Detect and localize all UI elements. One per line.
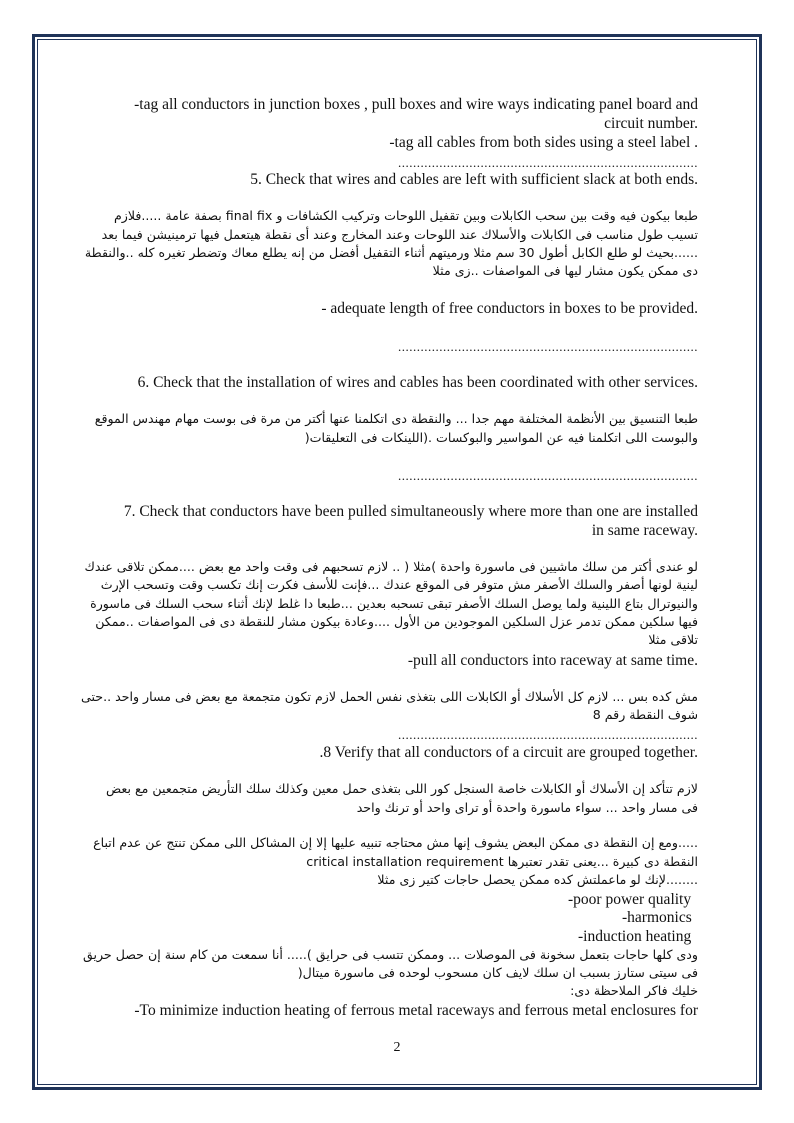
section-heading-5: 5. Check that wires and cables are left with sufficient slack at both ends. (250, 171, 698, 188)
arabic-text-line: النقطة دى كبيرة ...يعنى تقدر تعتبرها critical installation requirement (306, 854, 698, 869)
text-line: -tag all conductors in junction boxes , pull boxes and wire ways indicating panel board and (134, 96, 698, 113)
dotted-separator: ................................................................................ (398, 339, 698, 354)
list-item-harmonics: -harmonics (622, 909, 692, 926)
arabic-text-line: فى مسار واحد ... سواء ماسورة واحدة أو تراى واحد أو ترنك واحد (356, 800, 698, 815)
arabic-text-line: لو عندى أكتر من سلك ماشيين فى ماسورة واحدة )مثلا ( .. لازم تسحبهم فى وقت واحد مع بعض ....ممكن تلاقى عندك (84, 559, 698, 574)
arabic-text-line: فيها سلكين ممكن تدمر عزل السلكين الموجودين من الأول ....وعادة بيكون مشار للنقطة دى فى المواصفات ..ممكن (95, 614, 698, 629)
dotted-separator: ................................................................................ (398, 727, 698, 742)
arabic-text-line: والبوست اللى اتكلمنا فيه عن المواسير والبوكسات .(اللينكات فى التعليقات( (304, 430, 698, 445)
arabic-text-line: مش كده بس ... لازم كل الأسلاك أو الكابلات اللى بتغذى نفس الحمل لازم تكون متجمعة مع بعض فى مسار واحد ..حتى (80, 689, 698, 704)
arabic-text-line: خليك فاكر الملاحظة دى: (570, 983, 698, 998)
arabic-text-line: .....ومع إن النقطة دى ممكن البعض يشوف إنها مش محتاجه تنبيه عليها إلا إن المشاكل اللى ممكن تنتج عن عدم اتباع (93, 835, 698, 850)
arabic-text-line: ......بحيث لو طلع الكابل أطول 30 سم مثلا ورميتهم أثناء التقفيل أفضل من إنه يطلع معاك وتضطر تغيره كله ..والنقطة (84, 245, 698, 260)
arabic-text-line: تسيب طول مناسب فى الكابلات والأسلاك عند اللوحات وعند المخارج وعند أى نقطة هيتعمل فيها ترمينيشن فيما بعد (101, 227, 698, 242)
arabic-text-line: طبعا بيكون فيه وقت بين سحب الكابلات وبين تقفيل اللوحات وتركيب الكشافات و final fix بصفة عامة .....فلازم (113, 208, 698, 223)
arabic-text-line: طبعا التنسيق بين الأنظمة المختلفة مهم جدا ... والنقطة دى اتكلمنا عنها أكتر من مرة فى بوست مهام مهندس الموقع (94, 411, 698, 426)
arabic-text-line: ودى كلها حاجات بتعمل سخونة فى الموصلات ... وممكن تتسب فى حرايق )..... أنا سمعت من كام سنة إن حصل حريق (82, 947, 698, 962)
list-item-induction-heating: -induction heating (578, 928, 692, 945)
arabic-text-line: والنيوترال بتاع اللينية ولما يوصل السلك الأصفر تبقى تسحبه بعدين ...طبعا دا غلط لإنك أثناء سحب السلك فى ماسورة (90, 596, 698, 611)
section-heading-7: 7. Check that conductors have been pulled simultaneously where more than one are installed (123, 503, 698, 520)
arabic-text-line: لازم تتأكد إن الأسلاك أو الكابلات خاصة السنجل كور اللى بتغذى حمل معين وكذلك سلك التأريض متجمعين مع بعض (105, 781, 698, 796)
text-line: - adequate length of free conductors in boxes to be provided. (321, 300, 698, 317)
dotted-separator: ................................................................................ (398, 155, 698, 170)
text-line: -pull all conductors into raceway at same time. (407, 652, 698, 669)
section-heading-6: 6. Check that the installation of wires and cables has been coordinated with other services. (137, 374, 698, 391)
arabic-text-line: دى ممكن يكون مشار ليها فى المواصفات ..زى مثلا (432, 263, 698, 278)
text-line: -tag all cables from both sides using a steel label . (389, 134, 698, 151)
page-number: 2 (393, 1040, 401, 1055)
arabic-text-line: شوف النقطة رقم 8 (592, 707, 698, 722)
arabic-text-line: ........لإنك لو ماعملتش كده ممكن يحصل حاجات كتير زى مثلا (377, 872, 698, 887)
section-heading-7-cont: in same raceway. (591, 522, 698, 539)
dotted-separator: ................................................................................ (398, 468, 698, 483)
arabic-text-line: تلاقى مثلا (648, 632, 698, 647)
arabic-text-line: لينية لونها أصفر والسلك الأصفر مش متوفر فى الموقع عندك ...فإنت للأسف فكرت إنك تكسب وقت وتسحب الإرث (100, 577, 698, 592)
text-line: circuit number. (604, 115, 698, 132)
arabic-text-line: فى سيتى ستارز بسبب ان سلك لايف كان مسحوب لوحده فى ماسورة ميتال( (297, 965, 698, 980)
section-heading-8: .8 Verify that all conductors of a circuit are grouped together. (319, 744, 698, 761)
text-line: -To minimize induction heating of ferrous metal raceways and ferrous metal enclosures for (134, 1002, 698, 1019)
list-item-poor-power-quality: -poor power quality (568, 891, 692, 908)
